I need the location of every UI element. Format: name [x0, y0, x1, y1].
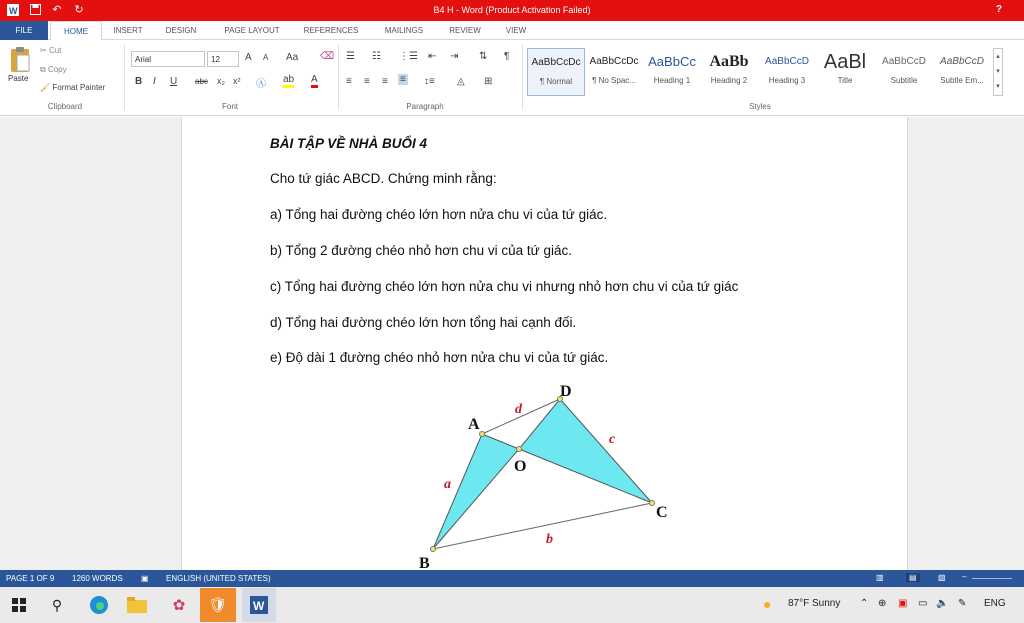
font-family-select[interactable]: Arial — [131, 51, 205, 67]
windows-start-icon[interactable] — [6, 593, 32, 617]
label-d: D — [560, 383, 572, 400]
clear-format-icon[interactable]: ⌫ — [320, 51, 335, 62]
pen-icon[interactable]: ✎ — [958, 598, 967, 609]
paragraph-group-label: Paragraph — [406, 102, 444, 111]
label-o: O — [514, 458, 527, 475]
clipboard-group-label: Clipboard — [47, 102, 83, 111]
tab-insert[interactable]: INSERT — [113, 26, 143, 35]
word-taskbar-icon[interactable] — [242, 588, 276, 622]
edge-label-a: a — [444, 477, 451, 492]
superscript-button[interactable]: x² — [233, 76, 241, 86]
vertex-b — [431, 547, 436, 552]
tab-review[interactable]: REVIEW — [449, 26, 481, 35]
copy-icon: ⧉ — [40, 65, 48, 74]
edge-label-d: d — [515, 402, 522, 417]
style-normal[interactable]: AaBbCcDc ¶ Normal — [527, 48, 585, 96]
numbering-icon[interactable]: ☷ — [372, 51, 381, 62]
proofing-icon[interactable]: ▣ — [141, 574, 149, 583]
grow-font-icon[interactable]: A — [245, 52, 252, 63]
align-right-icon[interactable]: ≡ — [382, 76, 388, 87]
list-item: d) Tổng hai đường chéo lớn hơn tổng hai cạnh đối. — [270, 315, 577, 330]
print-layout-icon[interactable]: ▤ — [906, 573, 920, 582]
styles-group-label: Styles — [749, 102, 771, 111]
label-a: A — [468, 416, 480, 433]
svg-text:W: W — [9, 5, 18, 16]
battery-icon[interactable]: ▭ — [918, 598, 928, 609]
ribbon-tabs — [0, 21, 1024, 40]
tab-references[interactable]: REFERENCES — [303, 26, 359, 35]
strikethrough-button[interactable]: abc — [195, 77, 208, 86]
tab-file[interactable]: FILE — [0, 21, 48, 40]
triangle-doc — [519, 399, 652, 503]
volume-icon[interactable]: 🔈 — [936, 598, 949, 609]
align-left-icon[interactable]: ≡ — [346, 76, 352, 87]
list-item: c) Tổng hai đường chéo lớn hơn nửa chu vi nhưng nhỏ hơn chu vi của tứ giác — [270, 279, 739, 294]
list-item: a) Tổng hai đường chéo lớn hơn nửa chu vi của tứ giác. — [270, 207, 608, 222]
help-button[interactable]: ? — [995, 4, 1002, 15]
document-page[interactable] — [181, 117, 908, 570]
antivirus-icon[interactable]: ▣ — [898, 598, 908, 609]
tab-mailings[interactable]: MAILINGS — [384, 26, 424, 35]
divider — [522, 44, 523, 110]
format-painter-button[interactable]: 🖌 Format Painter — [40, 83, 106, 92]
shrink-font-icon[interactable]: A — [263, 53, 269, 62]
style-no-spacing[interactable]: AaBbCcDc ¶ No Spac... — [589, 56, 639, 85]
title-bar — [0, 0, 1024, 21]
document-area — [0, 117, 1024, 570]
vertex-o — [517, 447, 522, 452]
divider — [124, 44, 125, 110]
font-color-icon[interactable]: A — [311, 74, 318, 85]
language-status[interactable]: ENGLISH (UNITED STATES) — [166, 574, 271, 583]
vertex-c — [650, 501, 655, 506]
edge-label-b: b — [546, 532, 553, 547]
font-group-label: Font — [221, 102, 238, 111]
increase-indent-icon[interactable]: ⇥ — [450, 51, 459, 62]
copy-button[interactable]: ⧉ Copy — [40, 65, 67, 74]
style-heading-1[interactable]: AaBbCc Heading 1 — [648, 54, 696, 85]
label-c: C — [656, 504, 668, 521]
style-heading-3[interactable]: AaBbCcD Heading 3 — [765, 56, 809, 85]
pilcrow-icon[interactable]: ¶ — [504, 51, 510, 62]
highlight-icon[interactable]: ab — [283, 74, 294, 85]
document-heading: BÀI TẬP VỀ NHÀ BUỔI 4 — [270, 136, 428, 151]
unikey-icon[interactable]: ✿ — [172, 597, 186, 614]
edge-label-c: c — [609, 432, 616, 447]
label-b: B — [419, 555, 430, 570]
cut-button[interactable]: ✂ Cut — [40, 46, 62, 55]
bullets-icon[interactable]: ☰ — [346, 51, 355, 62]
subscript-button[interactable]: x₂ — [217, 76, 225, 86]
read-mode-icon[interactable]: ▥ — [876, 573, 884, 582]
borders-icon[interactable]: ⊞ — [484, 76, 493, 87]
chevron-up-icon[interactable]: ⌃ — [860, 598, 869, 609]
decrease-indent-icon[interactable]: ⇤ — [428, 51, 437, 62]
taskbar — [0, 587, 1024, 623]
weather-icon[interactable]: ● — [763, 596, 772, 612]
zoom-out-icon[interactable]: – — [962, 572, 967, 581]
tab-home[interactable]: HOME — [50, 21, 102, 41]
security-app-icon[interactable]: 🛡 — [200, 588, 236, 622]
tab-design[interactable]: DESIGN — [165, 26, 197, 35]
window-title: B4 H - Word (Product Activation Failed) — [433, 5, 591, 15]
paste-label[interactable]: Paste — [8, 74, 29, 83]
text-effects-icon[interactable]: Ⓐ — [256, 79, 266, 90]
sort-icon[interactable]: ⇅ — [479, 51, 488, 62]
font-size-select[interactable]: 12 — [207, 51, 239, 67]
style-title[interactable]: AaBl Title — [823, 51, 867, 85]
zoom-slider[interactable] — [972, 578, 1012, 579]
edge-browser-icon[interactable] — [86, 593, 112, 617]
styles-scroll[interactable]: ▴ ▾ ▾ — [993, 48, 1003, 96]
weather-text[interactable]: 87°F Sunny — [788, 598, 841, 609]
search-icon[interactable]: ⚲ — [51, 596, 63, 613]
list-item: e) Độ dài 1 đường chéo nhỏ hơn nửa chu vi của tứ giác. — [270, 350, 609, 365]
change-case-icon[interactable]: Aa — [286, 52, 299, 63]
divider — [338, 44, 339, 110]
svg-text:W: W — [253, 599, 265, 613]
page-count[interactable]: PAGE 1 OF 9 — [6, 574, 55, 583]
tab-view[interactable]: VIEW — [505, 26, 527, 35]
shading-icon[interactable]: ◬ — [457, 76, 465, 87]
bold-button[interactable]: B — [135, 76, 143, 87]
file-explorer-icon[interactable] — [124, 593, 150, 617]
line-spacing-icon[interactable]: ↕≡ — [424, 76, 435, 87]
underline-button[interactable]: U — [170, 76, 178, 87]
document-intro: Cho tứ giác ABCD. Chứng minh rằng: — [270, 171, 497, 186]
vertex-a — [480, 432, 485, 437]
ribbon — [0, 40, 1024, 116]
italic-button[interactable]: I — [153, 76, 156, 87]
justify-icon[interactable]: ≡ — [400, 74, 406, 85]
brush-icon: 🖌 — [40, 83, 53, 92]
redo-icon[interactable]: ↻ — [74, 4, 84, 16]
status-bar — [0, 570, 1024, 587]
language-indicator[interactable]: ENG — [984, 598, 1006, 609]
scissors-icon: ✂ — [40, 46, 49, 55]
web-layout-icon[interactable]: ▧ — [938, 573, 946, 582]
style-heading-2[interactable]: AaBb Heading 2 — [709, 53, 749, 85]
quadrilateral-figure — [402, 377, 702, 570]
align-center-icon[interactable]: ≡ — [364, 76, 370, 87]
paste-icon[interactable] — [8, 46, 34, 76]
style-subtle-emphasis[interactable]: AaBbCcD Subtle Em... — [940, 56, 984, 85]
tab-page-layout[interactable]: PAGE LAYOUT — [224, 26, 280, 35]
network-app-icon[interactable]: ⊕ — [878, 598, 887, 609]
undo-icon[interactable]: ↶ — [52, 4, 62, 16]
list-item: b) Tổng 2 đường chéo nhỏ hơn chu vi của tứ giác. — [270, 243, 572, 258]
style-subtitle[interactable]: AaBbCcD Subtitle — [882, 56, 926, 85]
word-count[interactable]: 1260 WORDS — [72, 574, 123, 583]
multilevel-list-icon[interactable]: ⋮☰ — [399, 51, 418, 62]
